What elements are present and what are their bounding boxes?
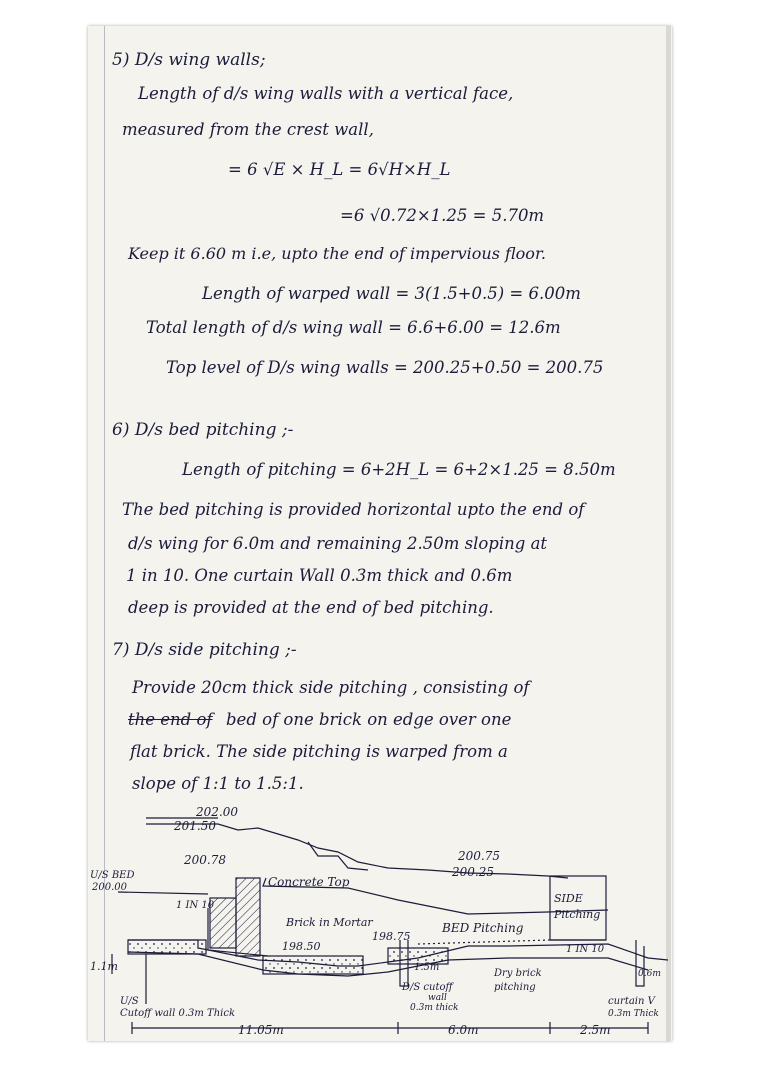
label: 200.25 <box>452 865 494 879</box>
label: 11.05m <box>238 1023 284 1037</box>
text-line: deep is provided at the end of bed pitching. <box>128 598 494 617</box>
heading-ds-side-pitching: 7) D/s side pitching ;- <box>112 640 297 660</box>
label: 1 IN 10 <box>176 900 215 911</box>
text-line: Keep it 6.60 m i.e, upto the end of impervious floor. <box>128 244 546 263</box>
label: curtain V <box>608 996 655 1007</box>
text-line: The bed pitching is provided horizontal upto the end of <box>122 500 585 519</box>
label: 202.00 <box>196 805 238 819</box>
label: 2.5m <box>580 1023 611 1037</box>
label: 200.75 <box>458 849 500 863</box>
text-line: d/s wing for 6.0m and remaining 2.50m sloping at <box>128 534 548 553</box>
curtain-wall <box>636 940 644 986</box>
label: BED Pitching <box>442 921 524 935</box>
crest-wall <box>236 878 260 956</box>
label: Dry brick <box>494 968 542 979</box>
text-line: Length of pitching = 6+2H_L = 6+2×1.25 = 8.50m <box>182 460 616 479</box>
us-bed-line <box>118 892 208 894</box>
label: Brick in Mortar <box>286 916 373 929</box>
label: 0.6m <box>638 969 661 979</box>
label: Cutoff wall 0.3m Thick <box>120 1008 236 1019</box>
text-line: Length of warped wall = 3(1.5+0.5) = 6.00m <box>202 284 581 303</box>
label: 1 IN 10 <box>566 944 605 955</box>
struck-text: the end of <box>128 710 213 729</box>
text-line: Length of d/s wing walls with a vertical face, <box>138 84 514 103</box>
label: pitching <box>494 982 536 993</box>
text-line: 1 in 10. One curtain Wall 0.3m thick and 0.6m <box>126 566 513 585</box>
label: 200.00 <box>92 882 127 893</box>
label: 198.50 <box>282 940 321 953</box>
formula-line: =6 √0.72×1.25 = 5.70m <box>340 206 545 225</box>
text-line: measured from the crest wall, <box>122 120 374 139</box>
label: Concrete Top <box>268 875 350 889</box>
label: 201.50 <box>174 819 216 833</box>
label: U/S <box>120 996 139 1007</box>
weir-section-sketch <box>88 790 672 1041</box>
heading-ds-wing-walls: 5) D/s wing walls; <box>112 50 266 70</box>
formula-line: = 6 √E × H_L = 6√H×H_L <box>228 160 451 179</box>
label: D/S cutoff <box>402 982 453 993</box>
text-line: flat brick. The side pitching is warped from a <box>130 742 508 761</box>
label: 0.3m thick <box>410 1003 459 1013</box>
label: wall <box>428 993 447 1003</box>
text-line: Top level of D/s wing walls = 200.25+0.50 = 200.75 <box>166 358 604 377</box>
text-line: Total length of d/s wing wall = 6.6+6.00 = 12.6m <box>146 318 561 337</box>
label: 0.3m Thick <box>608 1009 659 1019</box>
label: 198.75 <box>372 930 411 943</box>
label: Pitching <box>554 908 601 921</box>
label: 200.78 <box>184 853 226 867</box>
label: 1.1m <box>90 960 118 973</box>
text-line: Provide 20cm thick side pitching , consisting of <box>132 678 530 697</box>
text-line: slope of 1:1 to 1.5:1. <box>132 774 304 793</box>
label: 6.0m <box>448 1023 479 1037</box>
label: 1.5m <box>414 962 440 973</box>
heading-ds-bed-pitching: 6) D/s bed pitching ;- <box>112 420 294 440</box>
label: SIDE <box>554 892 583 905</box>
text-line: bed of one brick on edge over one <box>226 710 512 729</box>
label: U/S BED <box>90 870 135 881</box>
